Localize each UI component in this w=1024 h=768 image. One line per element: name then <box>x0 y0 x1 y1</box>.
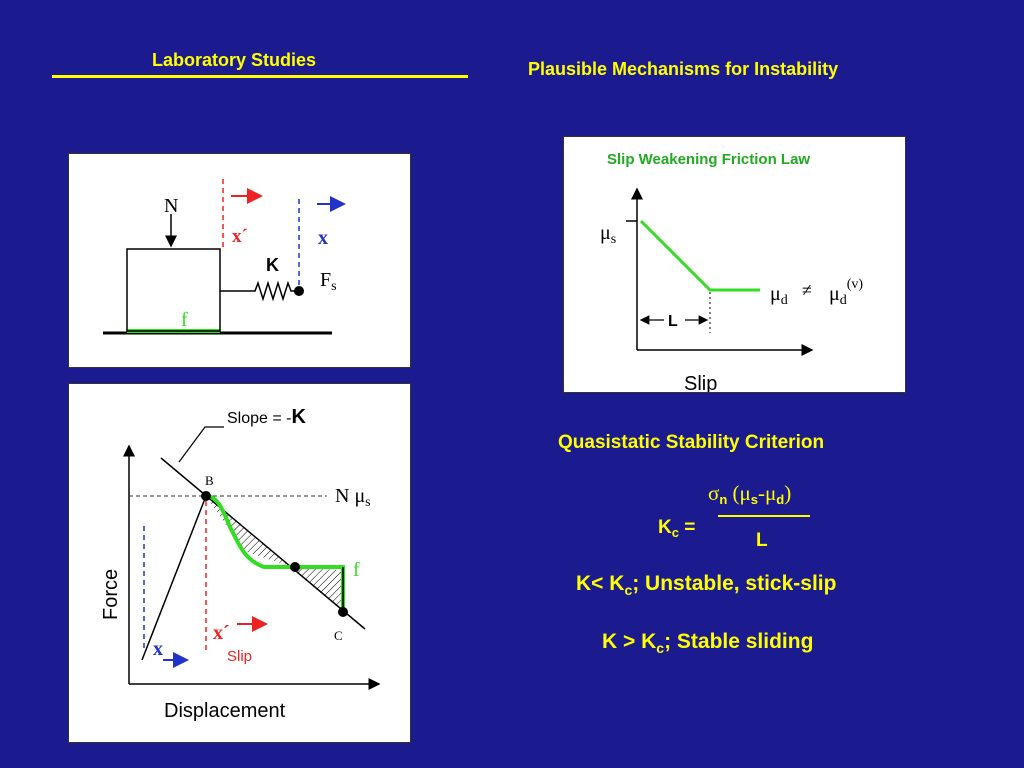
force-displacement-chart <box>69 384 410 742</box>
mechanisms-heading: Plausible Mechanisms for Instability <box>528 59 839 79</box>
point-b-label: B <box>205 473 214 488</box>
kc-label: $K_c$ = <box>658 517 696 540</box>
mu-d-label: $\mu_d$ <box>770 283 788 308</box>
spring-end-point <box>294 286 304 296</box>
peak-strength-label: N $\mu_s$ <box>335 485 371 510</box>
point-c <box>338 607 348 617</box>
force-displacement-panel <box>68 383 411 743</box>
friction-curve <box>641 221 760 290</box>
loading-line <box>142 496 206 660</box>
mu-dv-label: $\mu_d^{(v)}$ <box>829 277 864 308</box>
stability-criterion-title: Quasistatic Stability Criterion <box>558 432 825 453</box>
displacement-axis-label: Displacement <box>164 700 286 722</box>
friction-law-panel <box>563 136 906 393</box>
point-mid <box>290 562 300 572</box>
x-prime-label: x´ <box>232 226 248 247</box>
spring-stiffness-label: K <box>266 255 279 275</box>
not-equal-sign: ≠ <box>802 280 812 300</box>
slope-callout-line <box>179 427 224 462</box>
friction-law-chart <box>564 137 905 392</box>
critical-stiffness-formula <box>650 478 890 558</box>
formula-denominator: L <box>756 530 768 551</box>
force-axis-label: Force <box>100 568 122 620</box>
slip-label: Slip <box>227 648 253 665</box>
spring <box>220 283 299 299</box>
x-label: x <box>153 638 163 660</box>
slope-line <box>161 458 365 629</box>
laboratory-studies-heading: Laboratory Studies <box>152 50 317 70</box>
x-label: x <box>318 227 328 249</box>
slip-axis-label: Slip <box>684 373 718 392</box>
point-b <box>201 491 211 501</box>
normal-load-label: N <box>164 195 179 217</box>
x-prime-label: x´ <box>213 622 230 644</box>
unstable-criterion: $K< K_c$; Unstable, stick-slip <box>576 572 837 599</box>
sliding-block <box>127 249 220 331</box>
spring-force-label: $F_s$ <box>320 269 337 294</box>
slope-label: Slope = -K <box>227 406 306 428</box>
heading-underline <box>52 75 468 78</box>
slip-distance-label: L <box>668 313 678 330</box>
point-c-label: C <box>334 628 343 643</box>
stable-criterion: $K > K_c$; Stable sliding <box>602 630 814 657</box>
apparatus-panel <box>68 153 411 368</box>
apparatus-diagram <box>69 154 410 367</box>
friction-label: f <box>181 309 188 331</box>
formula-numerator: σn (μs-μd) <box>708 481 792 507</box>
friction-label: f <box>353 559 360 581</box>
friction-law-title: Slip Weakening Friction Law <box>607 151 811 168</box>
mu-s-label: $\mu_s$ <box>600 222 617 247</box>
